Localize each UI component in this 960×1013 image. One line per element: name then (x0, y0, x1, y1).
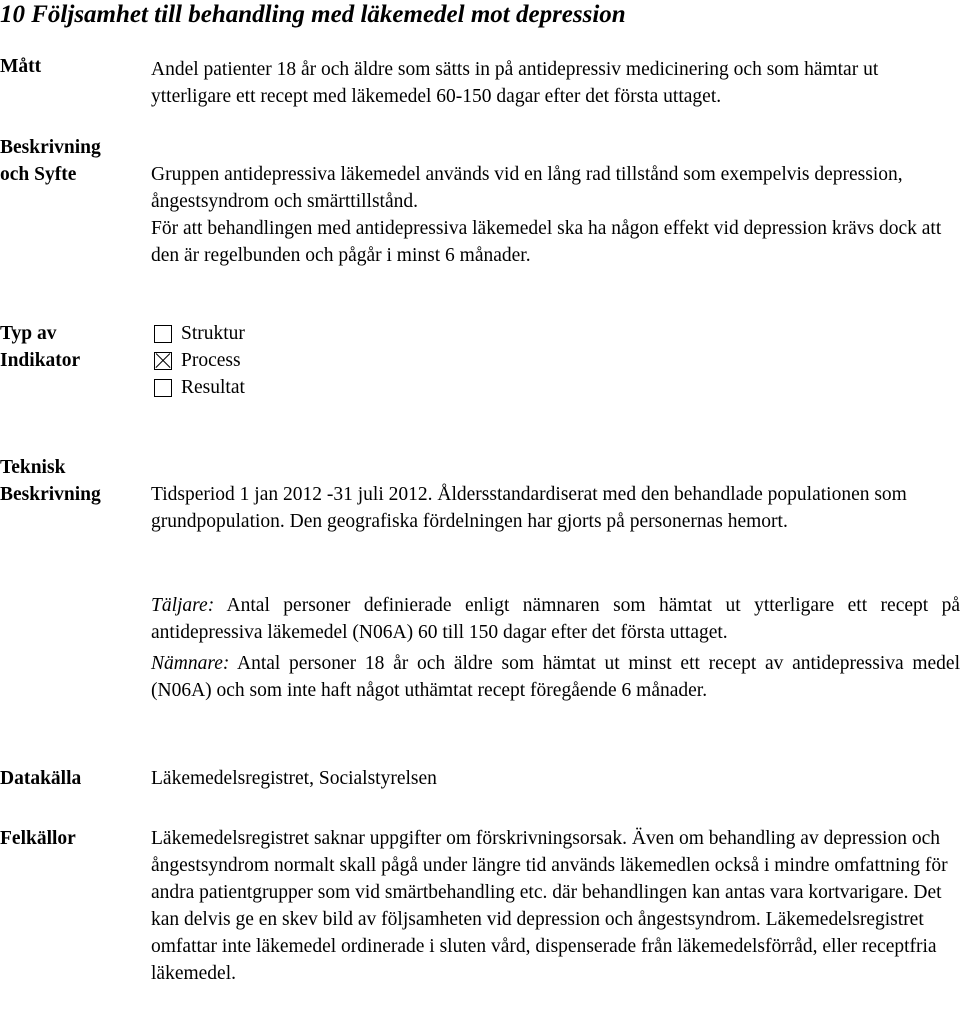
label-datakalla: Datakälla (0, 768, 82, 789)
option-resultat-label: Resultat (181, 377, 245, 398)
option-process-label: Process (181, 350, 241, 371)
label-typ (0, 320, 80, 374)
checkbox-struktur[interactable] (154, 325, 172, 343)
datakalla-text: Läkemedelsregistret, Socialstyrelsen (151, 768, 437, 789)
label-teknisk (0, 454, 101, 508)
beskrivning-content (151, 161, 951, 269)
beskrivning-para2: För att behandlingen med antidepressiva läkemedel ska ha någon effekt vid depression krävs dock att den är regelbunden och pågår i minst 6 månader. (151, 218, 942, 266)
label-teknisk-line1: Teknisk (0, 457, 66, 478)
matt-text: Andel patienter 18 år och äldre som sätts in på antidepressiv medicinering och som hämtar ut ytterligare ett recept med läkemedel 60-150 dagar efter det första uttaget. (151, 59, 879, 107)
taljare-paragraph (151, 592, 960, 646)
checkbox-process-checked[interactable] (154, 352, 172, 370)
taljare-label: Täljare: (151, 595, 215, 616)
felkallor-text: Läkemedelsregistret saknar uppgifter om förskrivningsorsak. Även om behandling av depression och ångestsyndrom normalt skall pågå under längre tid används läkemedlen också i mindre omfattning för andra patientgrupper som vid smärtbehandling etc. där behandlingen kan antas vara kortvarigare. Det kan delvis ge en skev bild av följsamheten vid depression och ångestsyndrom. Läkemedelsregistret omfattar inte läkemedel ordinerade i sluten vård, dispenserade från läkemedelsförråd, eller receptfria läkemedel. (151, 828, 948, 984)
option-struktur-label: Struktur (181, 323, 245, 344)
label-beskrivning-line2: och Syfte (0, 164, 77, 185)
label-beskrivning-line1: Beskrivning (0, 137, 101, 158)
indicator-type-options (154, 320, 960, 401)
namnare-text: Antal personer 18 år och äldre som hämtat ut minst ett recept av antidepressiva medel (N06A) och som inte haft något uthämtat recept föregående 6 månader. (151, 653, 960, 701)
label-teknisk-line2: Beskrivning (0, 484, 101, 505)
label-typ-line1: Typ av (0, 323, 57, 344)
beskrivning-para1: Gruppen antidepressiva läkemedel används vid en lång rad tillstånd som exempelvis depression, ångestsyndrom och smärttillstånd. (151, 164, 903, 212)
namnare-label: Nämnare: (151, 653, 230, 674)
label-felkallor: Felkällor (0, 828, 76, 849)
teknisk-para1: Tidsperiod 1 jan 2012 -31 juli 2012. Åldersstandardiserat med den behandlade populationen som grundpopulation. Den geografiska fördelningen har gjorts på personernas hemort. (151, 484, 907, 532)
label-beskrivning (0, 134, 101, 188)
label-typ-line2: Indikator (0, 350, 81, 371)
checkbox-resultat[interactable] (154, 379, 172, 397)
page-title: 10 Följsamhet till behandling med läkemedel mot depression (0, 1, 626, 28)
option-process[interactable] (154, 347, 960, 374)
namnare-paragraph (151, 650, 960, 704)
option-resultat[interactable] (154, 374, 960, 401)
option-struktur[interactable] (154, 320, 960, 347)
label-matt: Mått (0, 56, 42, 77)
taljare-text: Antal personer definierade enligt nämnaren som hämtat ut ytterligare ett recept på antidepressiva läkemedel (N06A) 60 till 150 dagar efter det första uttaget. (151, 595, 960, 643)
